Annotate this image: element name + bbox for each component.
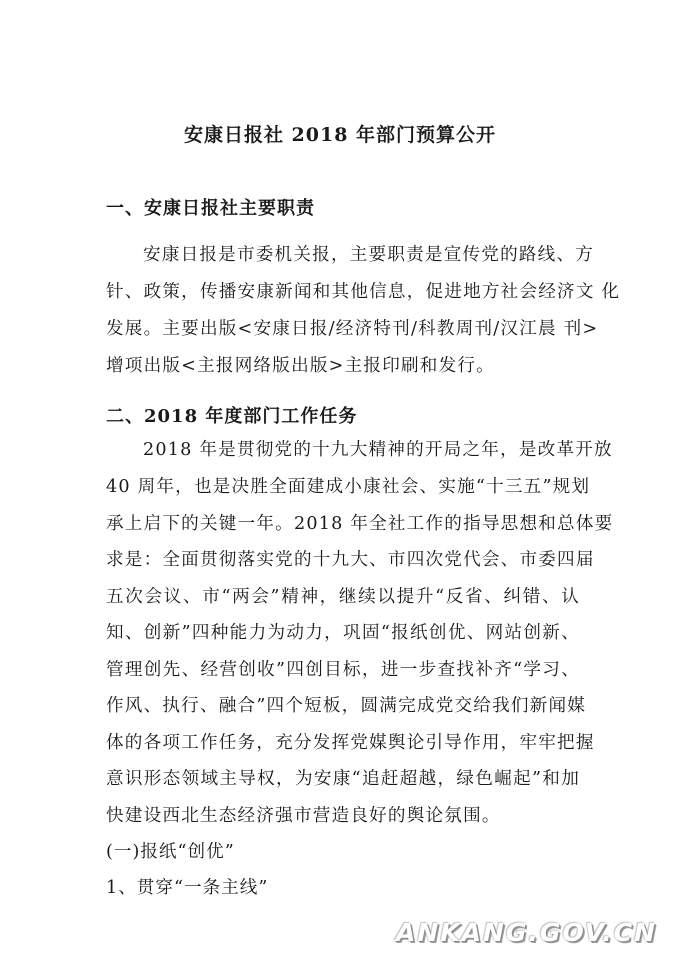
- paragraph-line: 针、政策，传播安康新闻和其他信息，促进地方社会经济文 化: [106, 282, 621, 302]
- paragraph-line: 知、创新”四种能力为动力，巩固“报纸创优、网站创新、: [106, 623, 580, 643]
- paragraph-line: 承上启下的关键一年。2018 年全社工作的指导思想和总体要: [106, 514, 614, 534]
- paragraph-line: 意识形态领域主导权，为安康“追赶超越，绿色崛起”和加: [106, 769, 580, 789]
- paragraph-line: 增项出版<主报网络版出版>主报印刷和发行。: [106, 356, 495, 376]
- paragraph-line: 2018 年是贯彻党的十九大精神的开局之年，是改革开放: [143, 440, 613, 460]
- subsection-heading: 1、贯穿“一条主线”: [106, 878, 269, 898]
- paragraph-line: 体的各项工作任务，充分发挥党媒舆论引导作用，牢牢把握: [106, 733, 595, 753]
- section-heading-duties: 一、安康日报社主要职责: [106, 198, 315, 219]
- paragraph-line: 管理创先、经营创收”四创目标，进一步查找补齐“学习、: [106, 660, 580, 680]
- paragraph-line: 求是：全面贯彻落实党的十九大、市四次党代会、市委四届: [106, 550, 595, 570]
- site-watermark: ANKANG.GOV.CN: [396, 918, 658, 947]
- subsection-heading: (一)报纸“创优”: [106, 842, 235, 862]
- paragraph-line: 五次会议、市“两会”精神，继续以提升“反省、纠错、认: [106, 587, 580, 607]
- section-heading-tasks: 二、2018 年度部门工作任务: [106, 406, 358, 427]
- paragraph-line: 安康日报是市委机关报，主要职责是宣传党的路线、方: [143, 245, 595, 265]
- paragraph-line: 作风、执行、融合”四个短板，圆满完成党交给我们新闻媒: [106, 696, 587, 716]
- paragraph-line: 快建设西北生态经济强市营造良好的舆论氛围。: [106, 806, 501, 826]
- paragraph-line: 40 周年，也是决胜全面建成小康社会、实施“十三五”规划: [106, 477, 591, 497]
- document-title: 安康日报社 2018 年部门预算公开: [183, 124, 497, 146]
- paragraph-line: 发展。主要出版<安康日报/经济特刊/科教周刊/汉江晨 刊>: [106, 319, 599, 339]
